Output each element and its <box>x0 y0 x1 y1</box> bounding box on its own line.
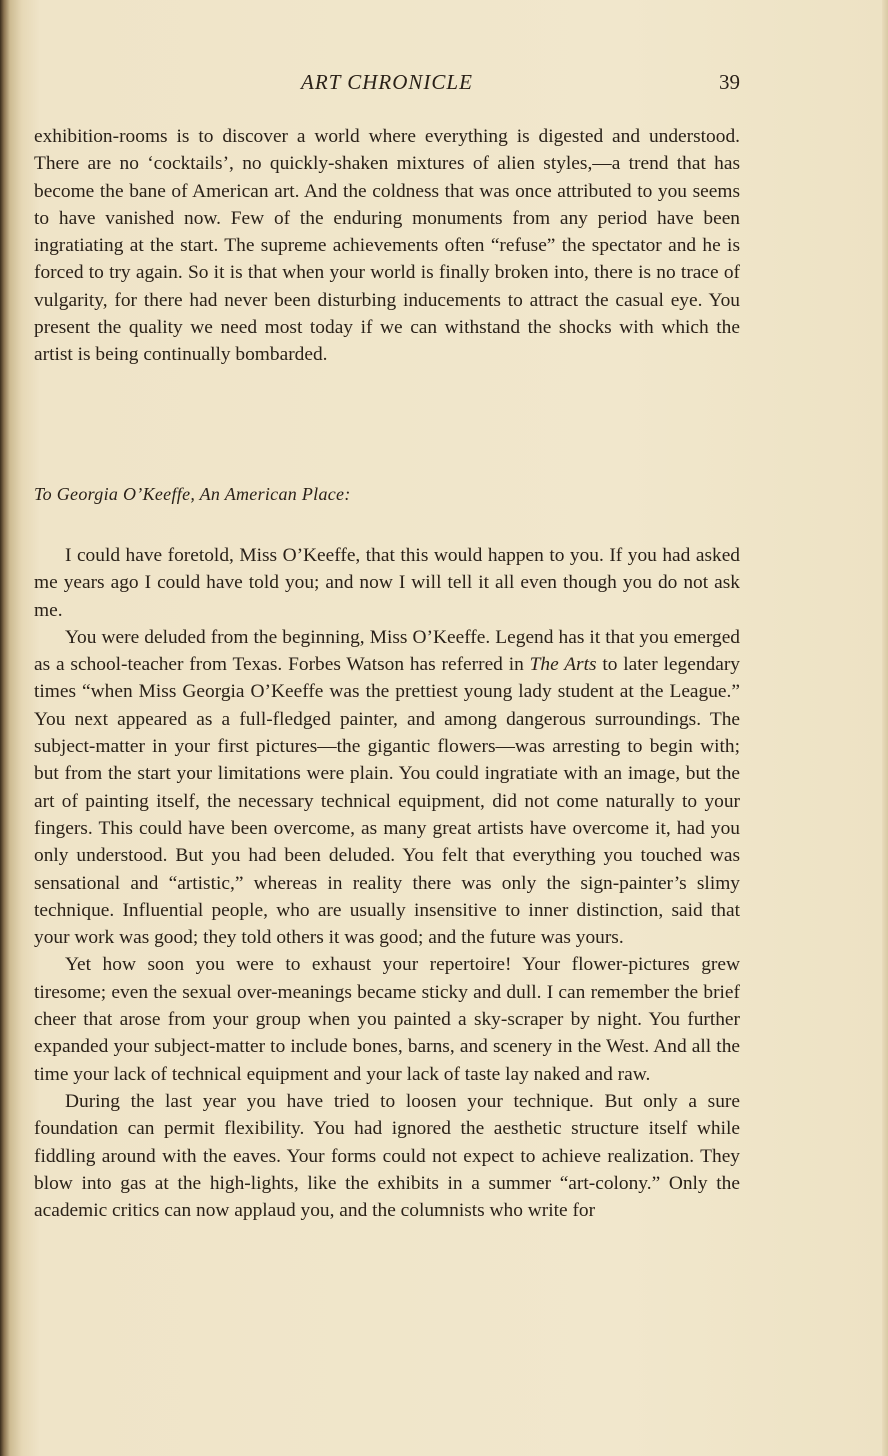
letter-paragraph-3: Yet how soon you were to exhaust your repertoire! Your flower-pictures grew tiresome; even the sexual over-meanings became sticky and dull. I can remember the brief cheer that arose from your group when you painted a sky-scraper by night. You further expanded your subject-matter to include bones, barns, and scenery in the West. And all the time your lack of technical equipment and your lack of taste lay naked and raw. <box>34 954 740 1085</box>
letter-body <box>34 542 740 1224</box>
letter-paragraph-1: I could have foretold, Miss O’Keeffe, that this would happen to you. If you had asked me years ago I could have told you; and now I will tell it all even though you do not ask me. <box>34 545 740 621</box>
letter-paragraph-4: During the last year you have tried to loosen your technique. But only a sure foundation can permit flexibility. You had ignored the aesthetic structure itself while fiddling around with the eaves. Your forms could not expect to achieve realization. They blow into gas at the high-lights, like the exhibits in a summer “art-colony.” Only the academic critics can now applaud you, and the columnists who write for <box>34 1090 740 1222</box>
running-title: ART CHRONICLE <box>301 70 473 94</box>
letter-paragraph-2-part-b: to later legendary times “when Miss Georgia O’Keeffe was the prettiest young lady student at the League.” You next appeared as a full-fledged painter, and among dangerous surroundings. The subject-matter in your first pictures—the gigantic flowers—was arresting to begin with; but from the start your limitations were plain. You could ingratiate with an image, but the art of painting itself, the necessary technical equipment, did not come naturally to your fingers. This could have been overcome, as many great artists have overcome it, had you only understood. But you had been deluded. You felt that everything you touched was sensational and “artistic,” whereas in reality there was only the sign-painter’s slimy technique. Influential people, who are usually insensitive to inner distinction, said that your work was good; they told others it was good; and the future was yours. <box>34 654 740 949</box>
page-number: 39 <box>719 70 740 94</box>
opening-paragraph: exhibition-rooms is to discover a world where everything is digested and understood. There are no ‘cocktails’, no quickly-shaken mixtures of alien styles,—a trend that has become the bane of American art. And the coldness that was once attributed to you seems to have vanished now. Few of the enduring monuments from any period have been ingratiating at the start. The supreme achievements often “refuse” the spectator and he is forced to try again. So it is that when your world is finally broken into, there is no trace of vulgarity, for there had never been disturbing inducements to attract the casual eye. You present the quality we need most today if we can withstand the shocks with which the artist is being continually bombarded. <box>34 126 740 366</box>
running-head <box>34 70 740 100</box>
letter-paragraph-2-part-a: You were deluded from the beginning, Miss O’Keeffe. Legend has it that you emerged as a school-teacher from Texas. Forbes Watson has referred in <box>34 626 740 676</box>
letter-paragraph-2 <box>34 624 740 952</box>
opening-paragraph-block <box>34 123 740 369</box>
publication-title: The Arts <box>529 654 597 676</box>
letter-salutation: To Georgia O’Keeffe, An American Place: <box>34 484 351 504</box>
